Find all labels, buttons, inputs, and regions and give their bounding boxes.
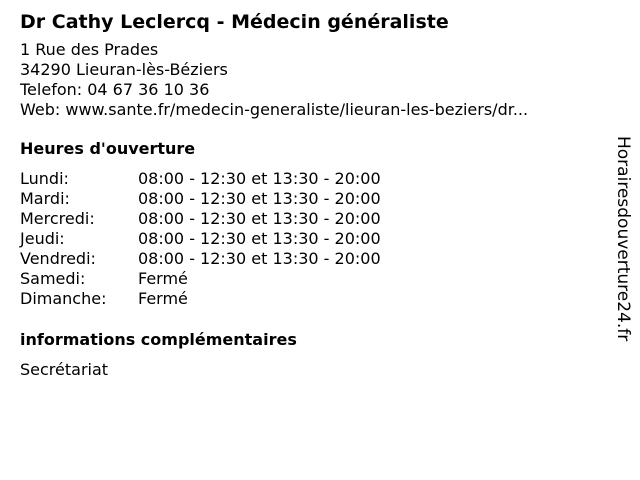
hours-row-tuesday [20,189,600,209]
day-label: Dimanche: [20,289,107,308]
hours-row-monday [20,169,600,189]
day-label: Mardi: [20,189,70,208]
hours-row-wednesday [20,209,600,229]
website-link[interactable]: Web: www.sante.fr/medecin-generaliste/lieuran-les-beziers/dr... [20,100,529,119]
hours-value: 08:00 - 12:30 et 13:30 - 20:00 [138,249,381,268]
phone-number: Telefon: 04 67 36 10 36 [20,80,210,99]
page-title: Dr Cathy Leclercq - Médecin généraliste [20,11,449,33]
hours-value: Fermé [138,269,188,288]
additional-info-text: Secrétariat [20,360,109,379]
hours-row-friday [20,249,600,269]
hours-value: Fermé [138,289,188,308]
day-label: Jeudi: [20,229,65,248]
day-label: Mercredi: [20,209,95,228]
address-street: 1 Rue des Prades [20,40,159,59]
day-label: Samedi: [20,269,86,288]
address-city: 34290 Lieuran-lès-Béziers [20,60,228,79]
listing-card [20,9,600,380]
opening-hours-table [20,169,600,309]
opening-hours-heading: Heures d'ouverture [20,139,196,158]
hours-value: 08:00 - 12:30 et 13:30 - 20:00 [138,169,381,188]
hours-value: 08:00 - 12:30 et 13:30 - 20:00 [138,209,381,228]
hours-value: 08:00 - 12:30 et 13:30 - 20:00 [138,229,381,248]
day-label: Vendredi: [20,249,96,268]
additional-info-heading: informations complémentaires [20,330,297,349]
site-watermark [611,134,635,344]
hours-row-thursday [20,229,600,249]
watermark-text: Horairesdouverture24.fr [613,136,633,342]
hours-value: 08:00 - 12:30 et 13:30 - 20:00 [138,189,381,208]
hours-row-sunday [20,289,600,309]
hours-row-saturday [20,269,600,289]
day-label: Lundi: [20,169,69,188]
